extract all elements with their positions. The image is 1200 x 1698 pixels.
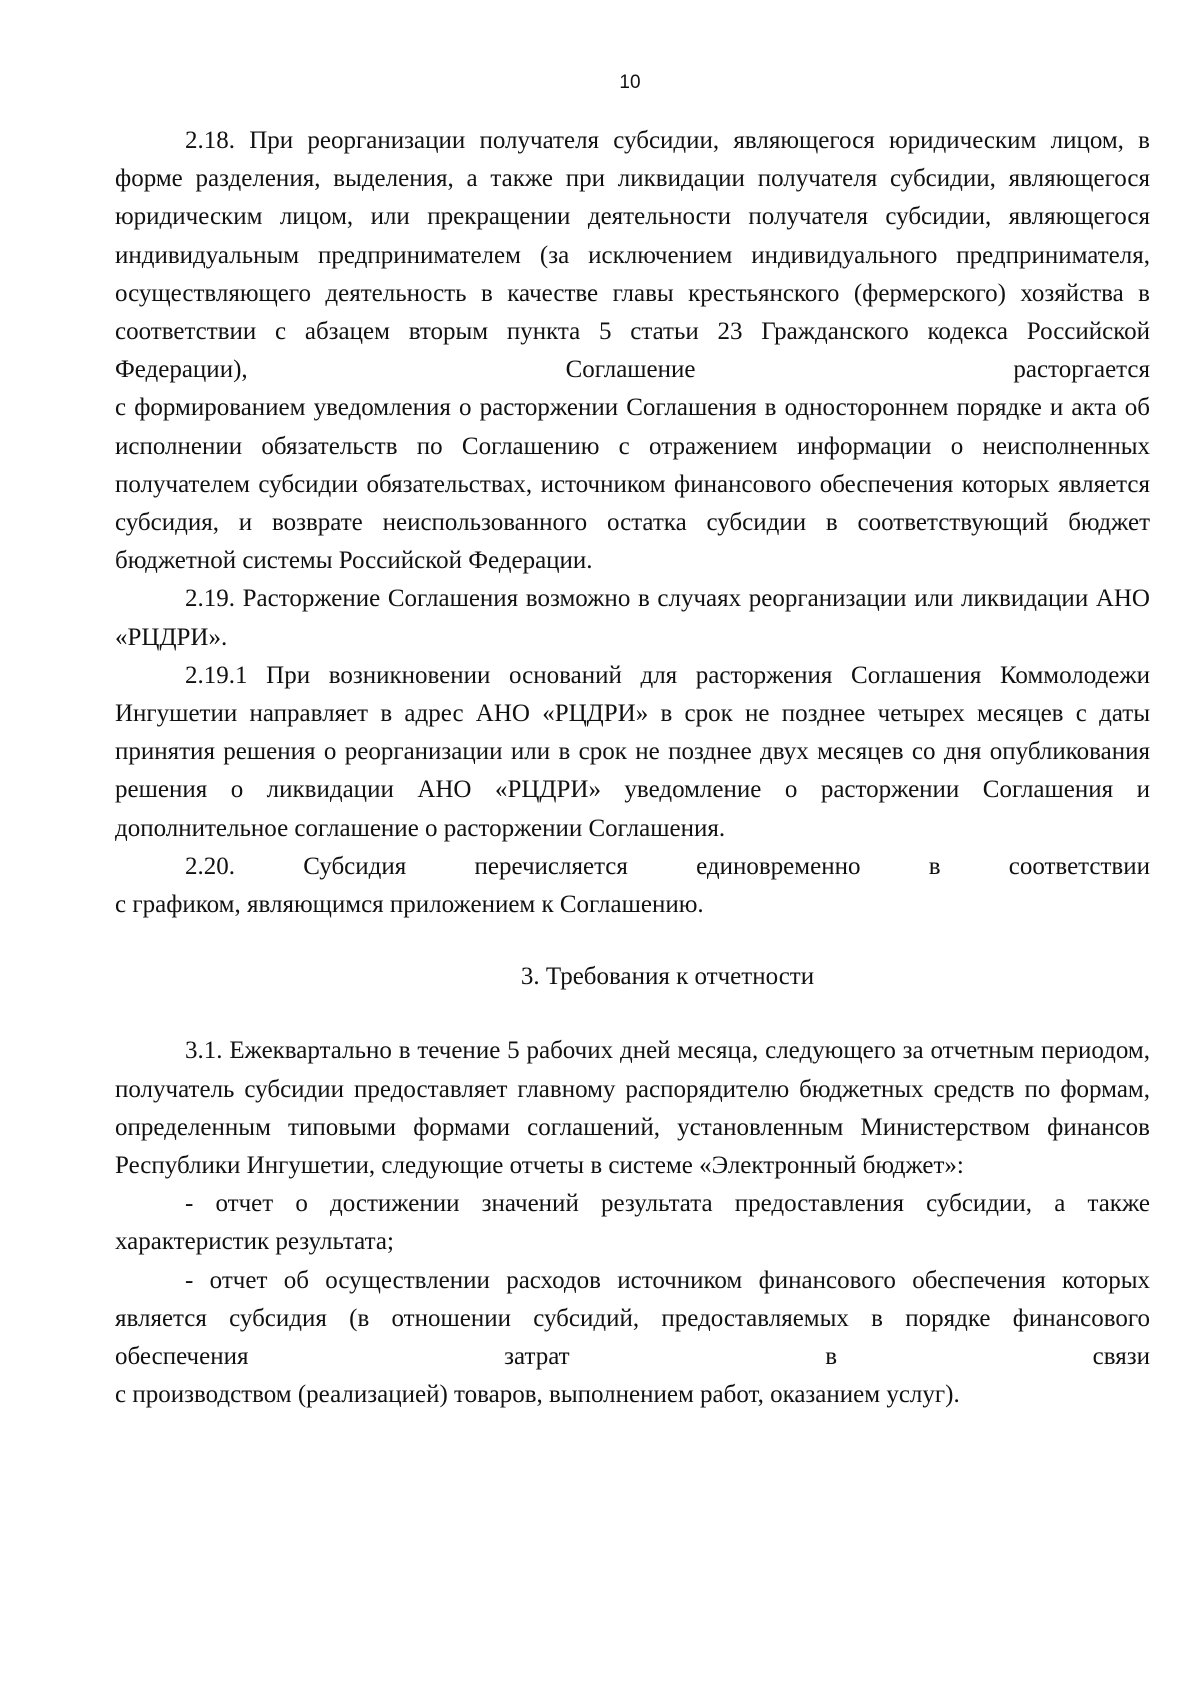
paragraph-2-18-part1: 2.18. При реорганизации получателя субсидии, являющегося юридическим лицом, в форме разделения, выделения, а также при ликвидации получателя субсидии, являющегося юридическим лицом, или прекращении деятельности получателя субсидии, являющегося индивидуальным предпринимателем (за исключением индивидуального предпринимателя, осуществляющего деятельность в качестве главы крестьянского (фермерского) хозяйства в соответствии с абзацем вторым пункта 5 статьи 23 Гражданского кодекса Российской Федерации), Соглашение расторгается xyxy=(115,127,1150,384)
paragraph-2-20-part2: с графиком, являющимся приложением к Соглашению. xyxy=(115,891,704,919)
paragraph-3-1-item-1: - отчет о достижении значений результата предоставления субсидии, а также характеристик результата; xyxy=(115,1190,1150,1256)
paragraph-2-19: 2.19. Расторжение Соглашения возможно в случаях реорганизации или ликвидации АНО «РЦДРИ». xyxy=(115,585,1150,651)
paragraph-3-1: 3.1. Ежеквартально в течение 5 рабочих дней месяца, следующего за отчетным периодом, получатель субсидии предоставляет главному распорядителю бюджетных средств по формам, определенным типовыми формами соглашений, установленным Министерством финансов Республики Ингушетии, следующие отчеты в системе «Электронный бюджет»: xyxy=(115,1037,1150,1180)
paragraph-2-19-1: 2.19.1 При возникновении оснований для расторжения Соглашения Коммолодежи Ингушетии направляет в адрес АНО «РЦДРИ» в срок не позднее четырех месяцев с даты принятия решения о реорганизации или в срок не позднее двух месяцев со дня опубликования решения о ликвидации АНО «РЦДРИ» уведомление о расторжении Соглашения и дополнительное соглашение о расторжении Соглашения. xyxy=(115,661,1150,842)
document-body xyxy=(115,122,1150,1415)
paragraph-2-18-part2: с формированием уведомления о расторжении Соглашения в одностороннем порядке и акта об исполнении обязательств по Соглашению с отражением информации о неисполненных получателем субсидии обязательствах, источником финансового обеспечения которых является субсидия, и возврате неиспользованного остатка субсидии в соответствующий бюджет бюджетной системы Российской Федерации. xyxy=(115,394,1150,575)
paragraph-2-20-part1: 2.20. Субсидия перечисляется единовременно в соответствии xyxy=(185,852,1150,880)
section-3-heading: 3. Требования к отчетности xyxy=(520,963,815,991)
paragraph-3-1-item-2-part1: - отчет об осуществлении расходов источником финансового обеспечения которых является субсидия (в отношении субсидий, предоставляемых в порядке финансового обеспечения затрат в связи xyxy=(115,1266,1150,1371)
paragraph-3-1-item-2-part2: с производством (реализацией) товаров, выполнением работ, оказанием услуг). xyxy=(115,1381,960,1409)
page-number: 10 xyxy=(619,72,641,93)
